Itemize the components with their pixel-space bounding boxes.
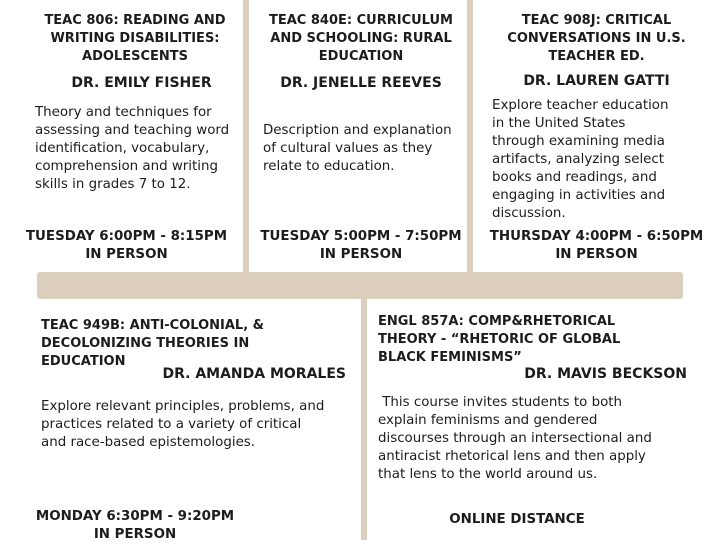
course-schedule: THURSDAY 4:00PM - 6:50PM IN PERSON	[489, 229, 704, 262]
course-card-teac-908j	[473, 0, 720, 272]
horizontal-divider	[37, 272, 683, 299]
course-schedule: TUESDAY 6:00PM - 8:15PM IN PERSON	[25, 229, 228, 262]
course-schedule: ONLINE DISTANCE	[449, 512, 585, 527]
instructor-name: DR. EMILY FISHER	[71, 75, 212, 91]
course-schedule: TUESDAY 5:00PM - 7:50PM IN PERSON	[260, 229, 462, 262]
course-description: This course invites students to both explain feminisms and gendered discourses through an intersectional and antiracist rhetorical lens and then apply that lens to the world around us.	[378, 395, 652, 482]
course-code-title: TEAC 908J: CRITICAL CONVERSATIONS IN U.S. TEACHER ED.	[507, 13, 686, 64]
course-code-title: TEAC 949B: ANTI-COLONIAL, & DECOLONIZING THEORIES IN EDUCATION	[41, 318, 265, 369]
course-description: Explore teacher education in the United States through examining media artifacts, analyzing select books and readings, and engaging in activities and discussion.	[492, 98, 669, 221]
course-card-teac-840e	[249, 0, 467, 272]
course-schedule: MONDAY 6:30PM - 9:20PM IN PERSON	[35, 509, 235, 542]
course-description: Explore relevant principles, problems, and practices related to a variety of critical and race-based epistemologies.	[41, 399, 325, 450]
course-code-title: TEAC 806: READING AND WRITING DISABILITIES: ADOLESCENTS	[44, 13, 226, 64]
course-description: Theory and techniques for assessing and teaching word identification, vocabulary, comprehension and writing skills in grades 7 to 12.	[35, 105, 230, 192]
course-card-teac-806	[0, 0, 243, 272]
course-card-engl-857a	[367, 299, 720, 540]
course-description: Description and explanation of cultural values as they relate to education.	[263, 123, 452, 174]
instructor-name: DR. MAVIS BECKSON	[524, 366, 687, 382]
instructor-name: DR. JENELLE REEVES	[280, 75, 442, 91]
course-code-title: TEAC 840E: CURRICULUM AND SCHOOLING: RURAL EDUCATION	[269, 13, 453, 64]
instructor-name: DR. LAUREN GATTI	[523, 73, 670, 89]
course-code-title: ENGL 857A: COMP&RHETORICAL THEORY - “RHETORIC OF GLOBAL BLACK FEMINISMS”	[378, 314, 621, 365]
instructor-name: DR. AMANDA MORALES	[162, 366, 346, 382]
course-card-teac-949b	[0, 299, 361, 540]
